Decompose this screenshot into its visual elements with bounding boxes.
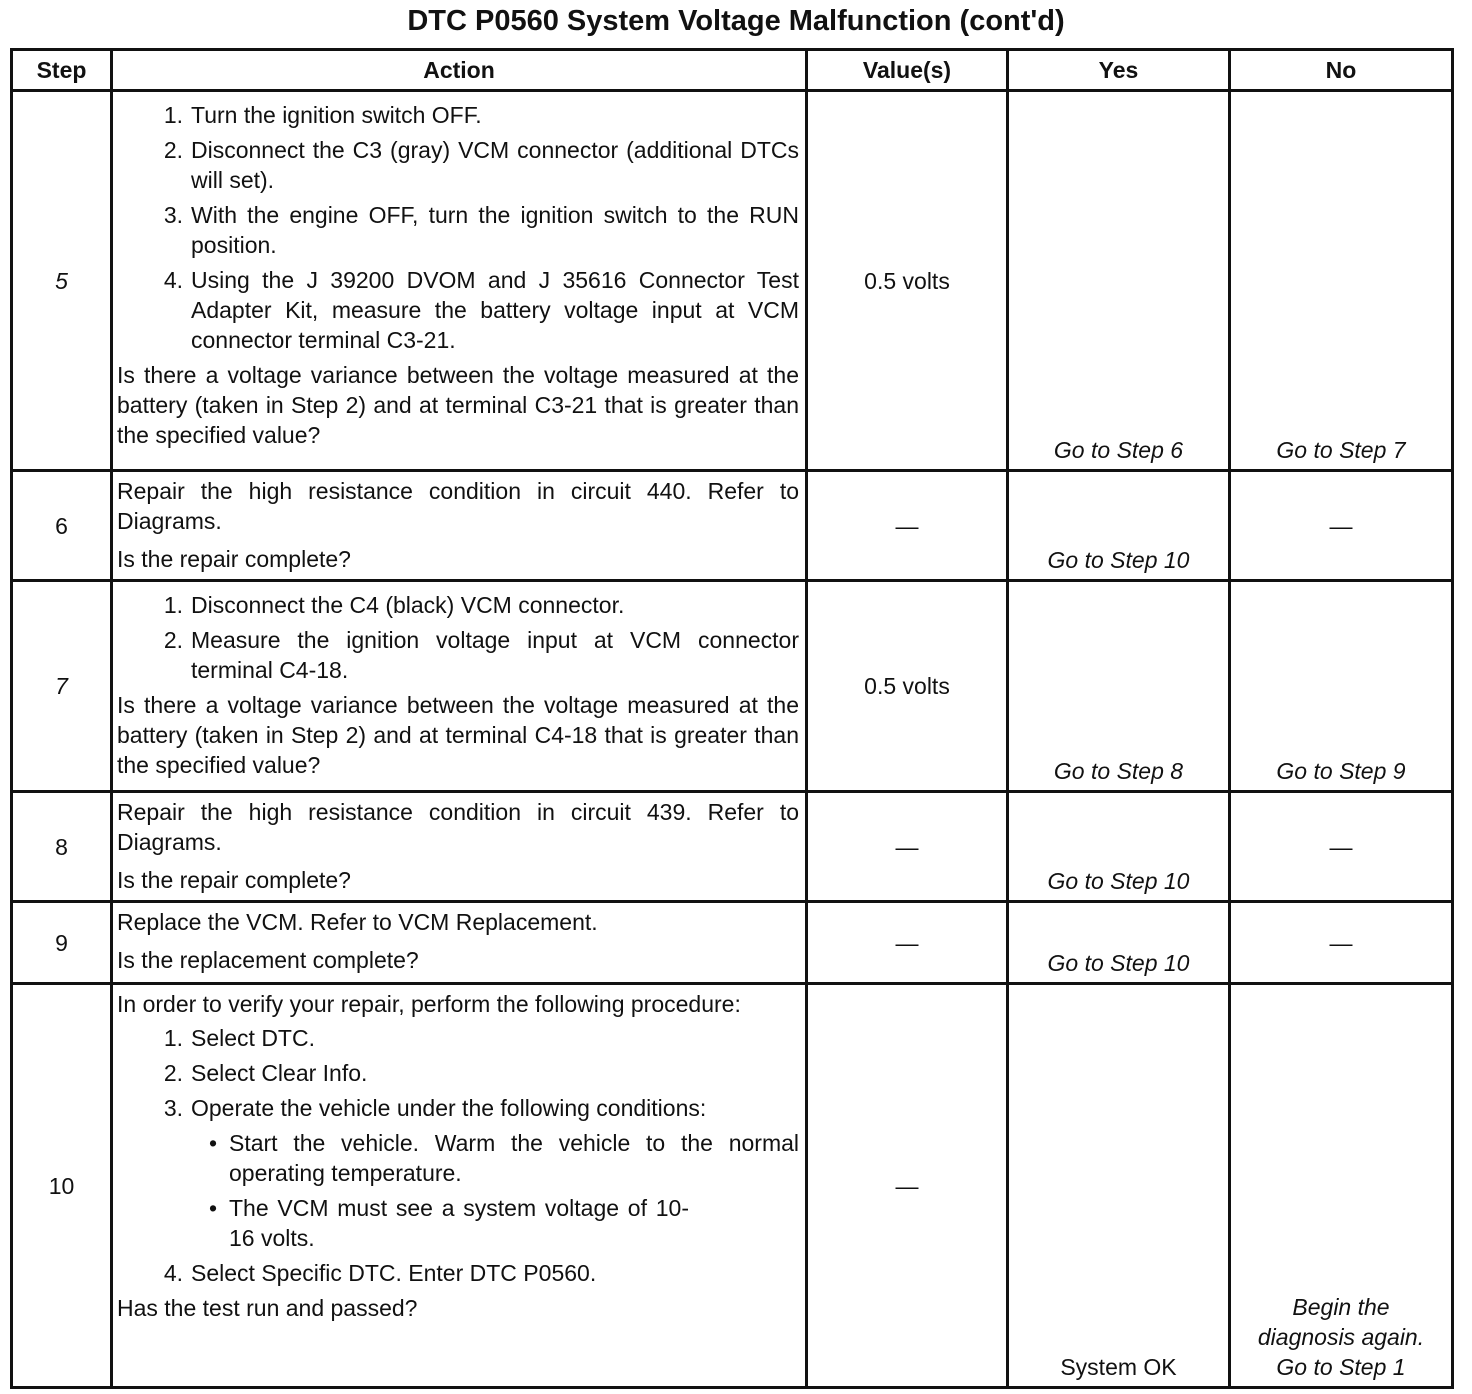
list-item: 4. Select Specific DTC. Enter DTC P0560. [163,1260,597,1286]
list-item: 4. Using the J 39200 DVOM and J 35616 Connector Test Adapter Kit, measure the battery voltage input at VCM connector terminal C3-21. [163,267,799,353]
header-action: Action [112,50,807,91]
action-text: Repair the high resistance condition in circuit 439. Refer to Diagrams. [117,799,799,855]
table-row-step-8 [12,792,1453,902]
header-values: Value(s) [807,50,1008,91]
action-cell [112,581,807,792]
question-text: Is there a voltage variance between the voltage measured at the battery (taken in Step 2) and at terminal C4-18 that is greater than the specified value? [117,692,799,778]
yes-cell: Go to Step 6 [1008,91,1230,471]
list-item: 2. Measure the ignition voltage input at VCM connector terminal C4-18. [163,627,799,683]
question-text: Is the replacement complete? [117,947,419,973]
question-text: Is the repair complete? [117,867,351,893]
value-cell: — [807,902,1008,984]
value-cell: 0.5 volts [807,581,1008,792]
value-cell: 0.5 volts [807,91,1008,471]
step-number: 9 [12,902,112,984]
list-item: 1. Select DTC. [163,1025,315,1051]
step-number: 7 [12,581,112,792]
table-row-step-5 [12,91,1453,471]
step-number: 10 [12,984,112,1388]
bullet-item: • The VCM must see a system voltage of 10-16 volts. [208,1195,689,1251]
list-item: 1. Turn the ignition switch OFF. [163,102,482,128]
page-title: DTC P0560 System Voltage Malfunction (cont'd) [407,5,1065,37]
no-cell [1230,984,1453,1388]
table-row-step-7 [12,581,1453,792]
step-number: 6 [12,471,112,581]
header-row [12,50,1453,91]
yes-cell: Go to Step 10 [1008,471,1230,581]
action-text: Repair the high resistance condition in circuit 440. Refer to Diagrams. [117,478,799,534]
action-text: In order to verify your repair, perform the following procedure: [117,991,741,1017]
diagnostic-table [10,48,1454,1389]
no-cell: — [1230,792,1453,902]
action-cell [112,91,807,471]
action-cell [112,984,807,1388]
yes-cell: System OK [1008,984,1230,1388]
question-text: Has the test run and passed? [117,1295,418,1321]
question-text: Is there a voltage variance between the voltage measured at the battery (taken in Step 2) and at terminal C3-21 that is greater than the specified value? [117,362,799,448]
header-step: Step [12,50,112,91]
list-item: 2. Select Clear Info. [163,1060,368,1086]
step-number: 5 [12,91,112,471]
list-item: 3. With the engine OFF, turn the ignition switch to the RUN position. [163,202,799,258]
header-no: No [1230,50,1453,91]
value-cell: — [807,984,1008,1388]
no-line: diagnosis again. [1257,1324,1425,1350]
header-yes: Yes [1008,50,1230,91]
table-row-step-10 [12,984,1453,1388]
table-row-step-9 [12,902,1453,984]
question-text: Is the repair complete? [117,546,351,572]
no-line: Begin the [1292,1294,1390,1320]
action-cell [112,902,807,984]
no-cell: Go to Step 7 [1230,91,1453,471]
table-row-step-6 [12,471,1453,581]
no-cell: Go to Step 9 [1230,581,1453,792]
action-cell [112,471,807,581]
action-text: Replace the VCM. Refer to VCM Replacement. [117,909,598,935]
value-cell: — [807,471,1008,581]
no-cell: — [1230,902,1453,984]
value-cell: — [807,792,1008,902]
action-cell [112,792,807,902]
no-line: Go to Step 1 [1276,1354,1406,1380]
step-number: 8 [12,792,112,902]
yes-cell: Go to Step 8 [1008,581,1230,792]
list-item: 3. Operate the vehicle under the following conditions: [163,1095,707,1121]
list-item: 2. Disconnect the C3 (gray) VCM connector (additional DTCs will set). [163,137,799,193]
list-item: 1. Disconnect the C4 (black) VCM connector. [163,592,625,618]
yes-cell: Go to Step 10 [1008,792,1230,902]
yes-cell: Go to Step 10 [1008,902,1230,984]
no-cell: — [1230,471,1453,581]
bullet-item: • Start the vehicle. Warm the vehicle to the normal operating temperature. [208,1130,799,1186]
